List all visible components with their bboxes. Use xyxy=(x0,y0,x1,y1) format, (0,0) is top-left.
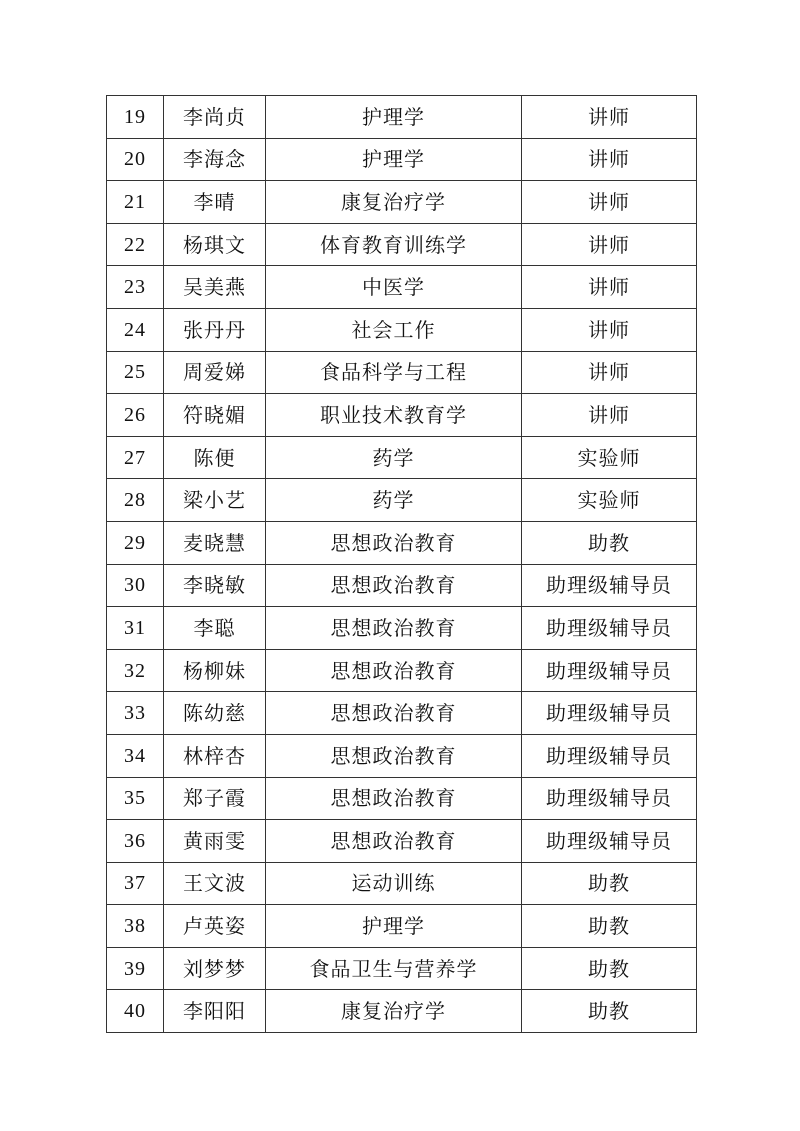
major: 康复治疗学 xyxy=(266,990,522,1033)
major: 思想政治教育 xyxy=(266,564,522,607)
job-title: 助理级辅导员 xyxy=(522,564,697,607)
row-number: 23 xyxy=(107,266,164,309)
person-name: 李晴 xyxy=(164,181,266,224)
row-number: 34 xyxy=(107,734,164,777)
major: 思想政治教育 xyxy=(266,734,522,777)
table-row xyxy=(107,308,697,351)
major: 思想政治教育 xyxy=(266,649,522,692)
table-row xyxy=(107,479,697,522)
person-name: 卢英姿 xyxy=(164,905,266,948)
person-name: 李聪 xyxy=(164,607,266,650)
major: 食品科学与工程 xyxy=(266,351,522,394)
major: 体育教育训练学 xyxy=(266,223,522,266)
row-number: 19 xyxy=(107,96,164,139)
job-title: 讲师 xyxy=(522,308,697,351)
row-number: 40 xyxy=(107,990,164,1033)
table-row xyxy=(107,734,697,777)
major: 食品卫生与营养学 xyxy=(266,947,522,990)
row-number: 35 xyxy=(107,777,164,820)
table-row xyxy=(107,564,697,607)
table-row xyxy=(107,947,697,990)
job-title: 讲师 xyxy=(522,266,697,309)
person-name: 符晓媚 xyxy=(164,394,266,437)
job-title: 讲师 xyxy=(522,96,697,139)
table-row xyxy=(107,777,697,820)
table-row xyxy=(107,394,697,437)
major: 康复治疗学 xyxy=(266,181,522,224)
row-number: 32 xyxy=(107,649,164,692)
row-number: 30 xyxy=(107,564,164,607)
job-title: 讲师 xyxy=(522,351,697,394)
person-name: 郑子霞 xyxy=(164,777,266,820)
job-title: 助理级辅导员 xyxy=(522,692,697,735)
staff-roster-table xyxy=(106,95,697,1033)
person-name: 吴美燕 xyxy=(164,266,266,309)
table-row xyxy=(107,223,697,266)
person-name: 李尚贞 xyxy=(164,96,266,139)
job-title: 助教 xyxy=(522,905,697,948)
person-name: 李阳阳 xyxy=(164,990,266,1033)
major: 思想政治教育 xyxy=(266,607,522,650)
roster-table-body xyxy=(107,96,697,1033)
person-name: 刘梦梦 xyxy=(164,947,266,990)
person-name: 李晓敏 xyxy=(164,564,266,607)
job-title: 讲师 xyxy=(522,223,697,266)
job-title: 讲师 xyxy=(522,181,697,224)
row-number: 29 xyxy=(107,521,164,564)
job-title: 助教 xyxy=(522,521,697,564)
job-title: 实验师 xyxy=(522,436,697,479)
table-row xyxy=(107,436,697,479)
major: 护理学 xyxy=(266,905,522,948)
row-number: 25 xyxy=(107,351,164,394)
table-row xyxy=(107,649,697,692)
job-title: 助理级辅导员 xyxy=(522,649,697,692)
major: 思想政治教育 xyxy=(266,820,522,863)
major: 职业技术教育学 xyxy=(266,394,522,437)
row-number: 28 xyxy=(107,479,164,522)
job-title: 讲师 xyxy=(522,394,697,437)
person-name: 张丹丹 xyxy=(164,308,266,351)
job-title: 助理级辅导员 xyxy=(522,777,697,820)
major: 护理学 xyxy=(266,96,522,139)
major: 药学 xyxy=(266,436,522,479)
person-name: 陈幼慈 xyxy=(164,692,266,735)
person-name: 林梓杏 xyxy=(164,734,266,777)
row-number: 24 xyxy=(107,308,164,351)
table-row xyxy=(107,820,697,863)
major: 思想政治教育 xyxy=(266,692,522,735)
row-number: 27 xyxy=(107,436,164,479)
table-row xyxy=(107,351,697,394)
major: 思想政治教育 xyxy=(266,521,522,564)
major: 运动训练 xyxy=(266,862,522,905)
person-name: 王文波 xyxy=(164,862,266,905)
major: 护理学 xyxy=(266,138,522,181)
table-row xyxy=(107,138,697,181)
person-name: 黄雨雯 xyxy=(164,820,266,863)
job-title: 实验师 xyxy=(522,479,697,522)
job-title: 助理级辅导员 xyxy=(522,734,697,777)
job-title: 讲师 xyxy=(522,138,697,181)
job-title: 助教 xyxy=(522,862,697,905)
table-row xyxy=(107,96,697,139)
table-row xyxy=(107,521,697,564)
job-title: 助教 xyxy=(522,990,697,1033)
person-name: 周爱娣 xyxy=(164,351,266,394)
major: 社会工作 xyxy=(266,308,522,351)
major: 思想政治教育 xyxy=(266,777,522,820)
row-number: 36 xyxy=(107,820,164,863)
row-number: 20 xyxy=(107,138,164,181)
row-number: 38 xyxy=(107,905,164,948)
person-name: 梁小艺 xyxy=(164,479,266,522)
job-title: 助理级辅导员 xyxy=(522,820,697,863)
table-row xyxy=(107,905,697,948)
person-name: 杨柳妹 xyxy=(164,649,266,692)
table-row xyxy=(107,862,697,905)
person-name: 李海念 xyxy=(164,138,266,181)
table-row xyxy=(107,990,697,1033)
row-number: 31 xyxy=(107,607,164,650)
row-number: 33 xyxy=(107,692,164,735)
table-row xyxy=(107,607,697,650)
table-row xyxy=(107,266,697,309)
row-number: 22 xyxy=(107,223,164,266)
row-number: 26 xyxy=(107,394,164,437)
table-row xyxy=(107,692,697,735)
major: 中医学 xyxy=(266,266,522,309)
person-name: 麦晓慧 xyxy=(164,521,266,564)
table-row xyxy=(107,181,697,224)
person-name: 杨琪文 xyxy=(164,223,266,266)
job-title: 助理级辅导员 xyxy=(522,607,697,650)
row-number: 39 xyxy=(107,947,164,990)
row-number: 21 xyxy=(107,181,164,224)
job-title: 助教 xyxy=(522,947,697,990)
person-name: 陈便 xyxy=(164,436,266,479)
row-number: 37 xyxy=(107,862,164,905)
major: 药学 xyxy=(266,479,522,522)
